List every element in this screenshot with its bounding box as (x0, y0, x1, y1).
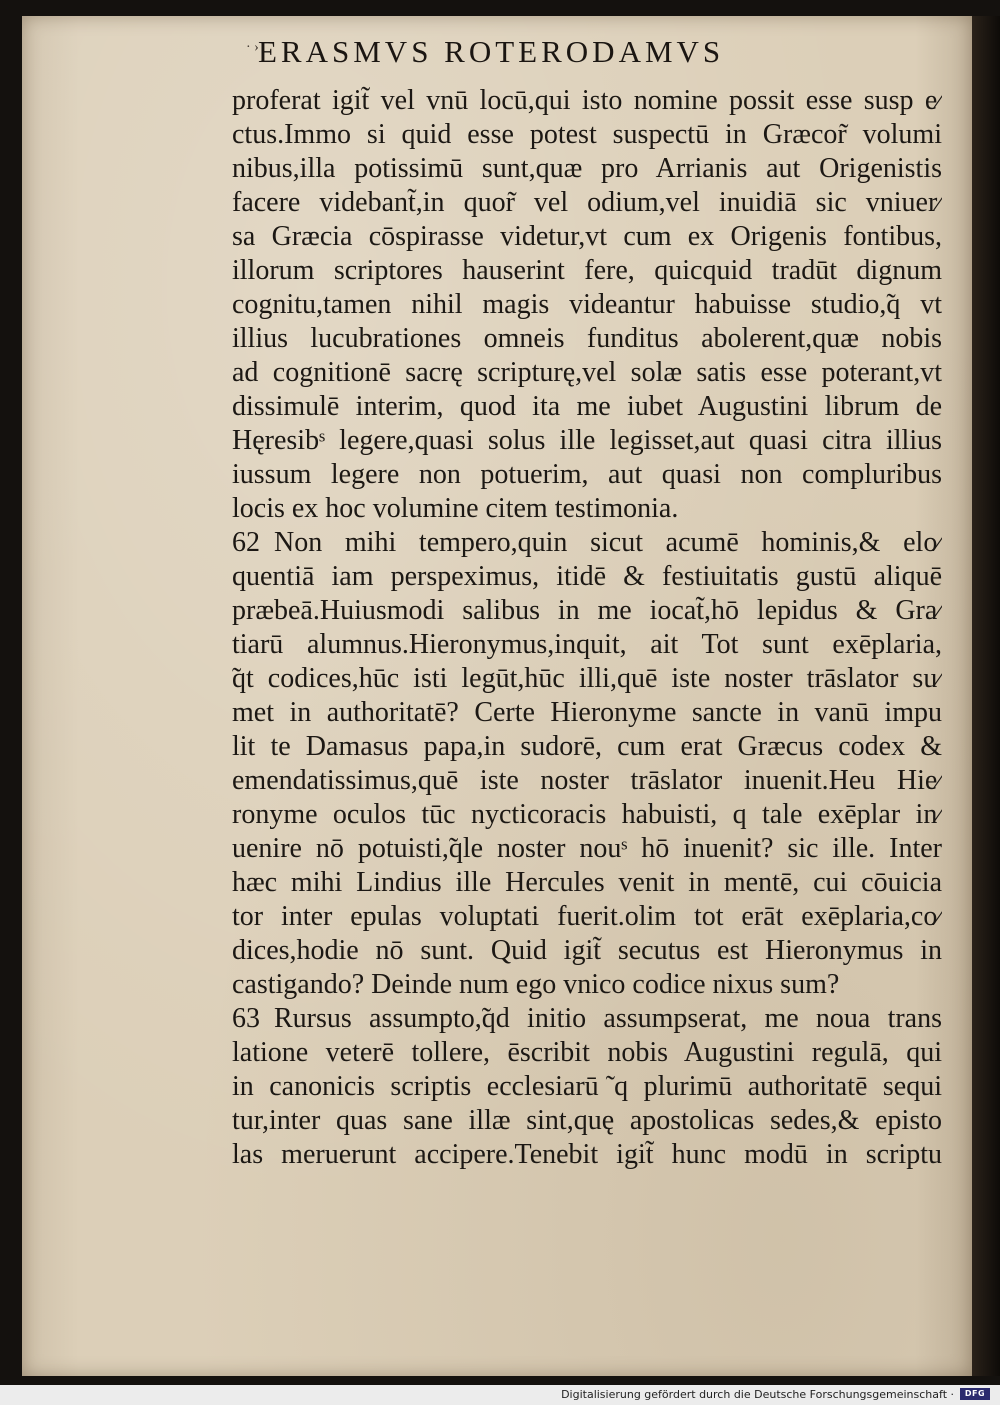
line-text: ronyme oculos tūc nycticoracis habuisti, q tale exēplar in⁄ (232, 799, 942, 830)
line-text: sa Græcia cōspirasse videtur,vt cum ex Origenis fontibus, (232, 221, 942, 252)
text-line (232, 118, 942, 152)
line-text: facere videbant̃,in quor̃ vel odium,vel inuidiā sic vniuer⁄ (232, 187, 942, 218)
text-line (232, 934, 942, 968)
book-edge (972, 16, 1000, 1376)
line-text: in canonicis scriptis ecclesiarū ̃q plurimū authoritatē sequi (232, 1071, 942, 1102)
text-line (232, 1070, 942, 1104)
text-line (232, 764, 942, 798)
line-text: proferat igit̃ vel vnū locū,qui isto nomine possit esse susp e⁄ (232, 85, 942, 116)
dfg-logo: DFG (960, 1388, 990, 1400)
line-text: tur,inter quas sane illæ sint,quę apostolicas sedes,& episto (232, 1105, 942, 1136)
line-text: illius lucubrationes omneis funditus abolerent,quæ nobis (232, 323, 942, 354)
line-text: met in authoritatē? Certe Hieronyme sancte in vanū impu (232, 697, 942, 728)
line-text: las meruerunt accipere.Tenebit igit̃ hunc modū in scriptu (232, 1139, 942, 1170)
text-line (232, 152, 942, 186)
text-line (232, 798, 942, 832)
text-line (232, 84, 942, 118)
text-line (232, 356, 942, 390)
head-mark: · › (246, 40, 259, 55)
text-line (232, 1138, 942, 1172)
text-line (232, 288, 942, 322)
text-block (232, 84, 942, 1172)
text-line (232, 832, 942, 866)
line-text: dissimulē interim, quod ita me iubet Augustini librum de (232, 391, 942, 422)
text-line (232, 900, 942, 934)
line-text: Hęresibˢ legere,quasi solus ille legisset,aut quasi citra illius (232, 425, 942, 456)
text-line (232, 220, 942, 254)
line-text: latione veterē tollere, ēscribit nobis Augustini regulā, qui (232, 1037, 942, 1068)
line-text: locis ex hoc volumine citem testimonia. (232, 493, 679, 524)
text-line (232, 254, 942, 288)
text-line (232, 186, 942, 220)
line-text: Rursus assumpto,̃qd initio assumpserat, me noua trans (274, 1003, 942, 1034)
line-text: dices,hodie nō sunt. Quid igit̃ secutus est Hieronymus in (232, 935, 942, 966)
line-text: ̃qt codices,hūc isti legūt,hūc illi,quē iste noster trāslator su⁄ (232, 663, 942, 694)
line-text: cognitu,tamen nihil magis videantur habuisse studio,̃q vt (232, 289, 942, 320)
text-line (232, 322, 942, 356)
line-text: hæc mihi Lindius ille Hercules venit in mentē, cui cōuicia (232, 867, 942, 898)
text-line (232, 424, 942, 458)
line-text: ad cognitionē sacrę scripturę,vel solæ satis esse poterant,vt (232, 357, 942, 388)
text-line (232, 696, 942, 730)
line-text: ctus.Immo si quid esse potest suspectū in Græcor̃ volumi (232, 119, 942, 150)
line-text: castigando? Deinde num ego vnico codice nixus sum? (232, 969, 840, 1000)
text-line (232, 662, 942, 696)
text-line (232, 458, 942, 492)
text-line (232, 1104, 942, 1138)
text-line (232, 560, 942, 594)
text-line (232, 492, 942, 526)
line-text: tor inter epulas voluptati fuerit.olim tot erāt exēplaria,co⁄ (232, 901, 942, 932)
line-text: præbeā.Huiusmodi salibus in me iocat̃,hō lepidus & Gra⁄ (232, 595, 942, 626)
line-text: emendatissimus,quē iste noster trāslator inuenit.Heu Hie⁄ (232, 765, 942, 796)
line-text: Non mihi tempero,quin sicut acumē hominis,& elo⁄ (274, 527, 942, 558)
text-line (232, 730, 942, 764)
text-line (232, 390, 942, 424)
text-line (232, 526, 942, 560)
line-text: lit te Damasus papa,in sudorē, cum erat Græcus codex & (232, 731, 942, 762)
text-line (232, 866, 942, 900)
line-text: illorum scriptores hauserint fere, quicquid tradūt dignum (232, 255, 942, 286)
section-number: 63 (232, 1003, 260, 1034)
line-text: quentiā iam perspeximus, itidē & festiuitatis gustū aliquē (232, 561, 942, 592)
text-line (232, 968, 942, 1002)
line-text: tiarū alumnus.Hieronymus,inquit, ait Tot sunt exēplaria, (232, 629, 942, 660)
text-line (232, 628, 942, 662)
section-number: 62 (232, 527, 260, 558)
text-line (232, 594, 942, 628)
digitization-credit: Digitalisierung gefördert durch die Deutsche Forschungsgemeinschaft · (561, 1388, 954, 1401)
line-text: uenire nō potuisti,̃qle noster nouˢ hō inuenit? sic ille. Inter (232, 833, 942, 864)
running-head (246, 34, 858, 70)
line-text: iussum legere non potuerim, aut quasi non compluribus (232, 459, 942, 490)
text-line (232, 1002, 942, 1036)
running-head-title: ERASMVS ROTERODAMVS (258, 34, 725, 69)
line-text: nibus,illa potissimū sunt,quæ pro Arrianis aut Origenistis (232, 153, 942, 184)
text-line (232, 1036, 942, 1070)
